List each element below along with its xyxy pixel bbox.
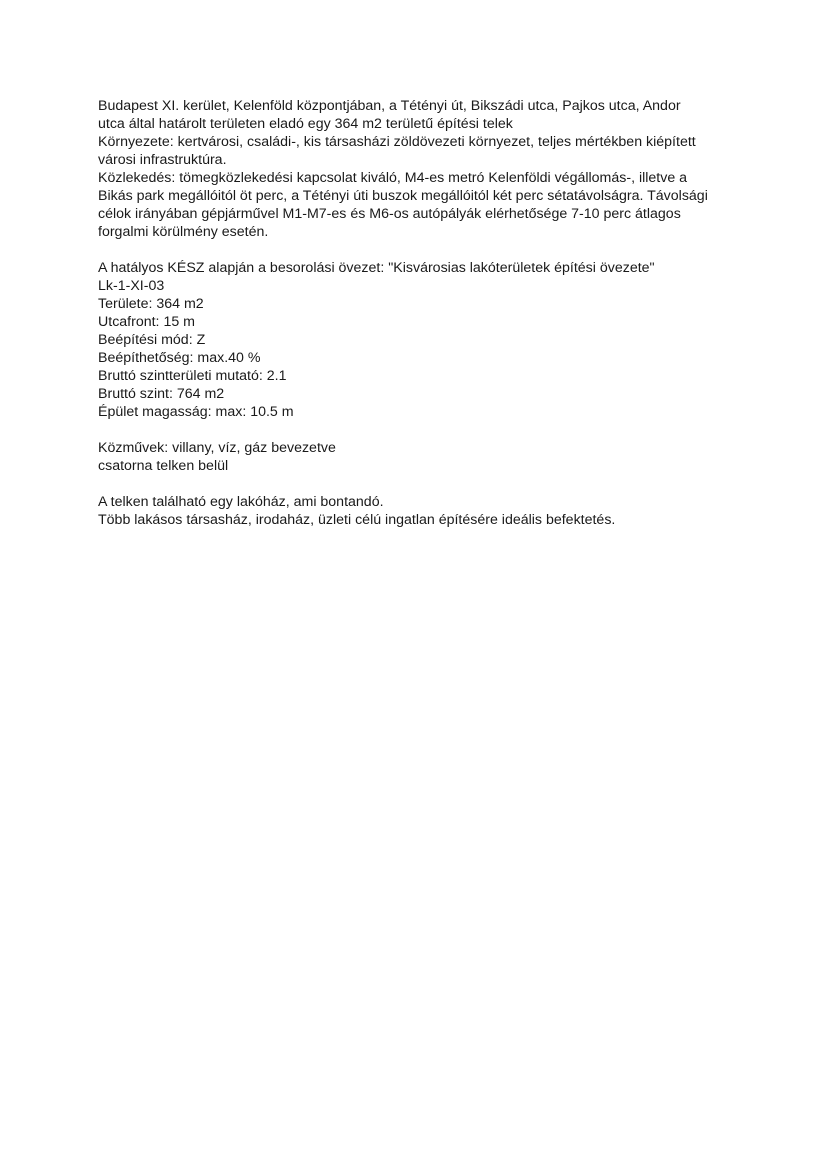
text-line: Budapest XI. kerület, Kelenföld központjában, a Tétényi út, Bikszádi utca, Pajkos utca, Andor xyxy=(98,98,681,114)
text-line: Közművek: villany, víz, gáz bevezetve xyxy=(98,440,336,456)
paragraph-spacer xyxy=(98,421,738,439)
text-line: forgalmi körülmény esetén. xyxy=(98,224,269,240)
text-line: Beépítési mód: Z xyxy=(98,332,206,348)
text-line: Bruttó szintterületi mutató: 2.1 xyxy=(98,368,287,384)
utilities-paragraph xyxy=(98,439,738,475)
text-line: Bikás park megállóitól öt perc, a Tétényi úti buszok megállóitól két perc sétatávolságra. Távolsági xyxy=(98,188,708,204)
paragraph-spacer xyxy=(98,241,738,259)
text-line: utca által határolt területen eladó egy 364 m2 területű építési telek xyxy=(98,116,513,132)
text-line: Épület magasság: max: 10.5 m xyxy=(98,404,294,420)
text-line: Több lakásos társasház, irodaház, üzleti célú ingatlan építésére ideális befektetés. xyxy=(98,512,616,528)
zoning-paragraph xyxy=(98,259,738,421)
document-body xyxy=(98,97,738,529)
text-line: célok irányában gépjárművel M1-M7-es és M6-os autópályák elérhetősége 7-10 perc átlagos xyxy=(98,206,681,222)
text-line: A hatályos KÉSZ alapján a besorolási övezet: "Kisvárosias lakóterületek építési övezete" xyxy=(98,260,655,276)
paragraph-spacer xyxy=(98,475,738,493)
text-line: Bruttó szint: 764 m2 xyxy=(98,386,225,402)
text-line: Beépíthetőség: max.40 % xyxy=(98,350,261,366)
text-line: városi infrastruktúra. xyxy=(98,152,227,168)
text-line: csatorna telken belül xyxy=(98,458,229,474)
text-line: Környezete: kertvárosi, családi-, kis társasházi zöldövezeti környezet, teljes mértékben kiépített xyxy=(98,134,696,150)
closing-paragraph xyxy=(98,493,738,529)
text-line: Utcafront: 15 m xyxy=(98,314,195,330)
text-line: Közlekedés: tömegközlekedési kapcsolat kiváló, M4-es metró Kelenföldi végállomás-, illetve a xyxy=(98,170,688,186)
text-line: A telken található egy lakóház, ami bontandó. xyxy=(98,494,384,510)
text-line: Területe: 364 m2 xyxy=(98,296,204,312)
text-line: Lk-1-XI-03 xyxy=(98,278,165,294)
intro-paragraph xyxy=(98,97,738,241)
